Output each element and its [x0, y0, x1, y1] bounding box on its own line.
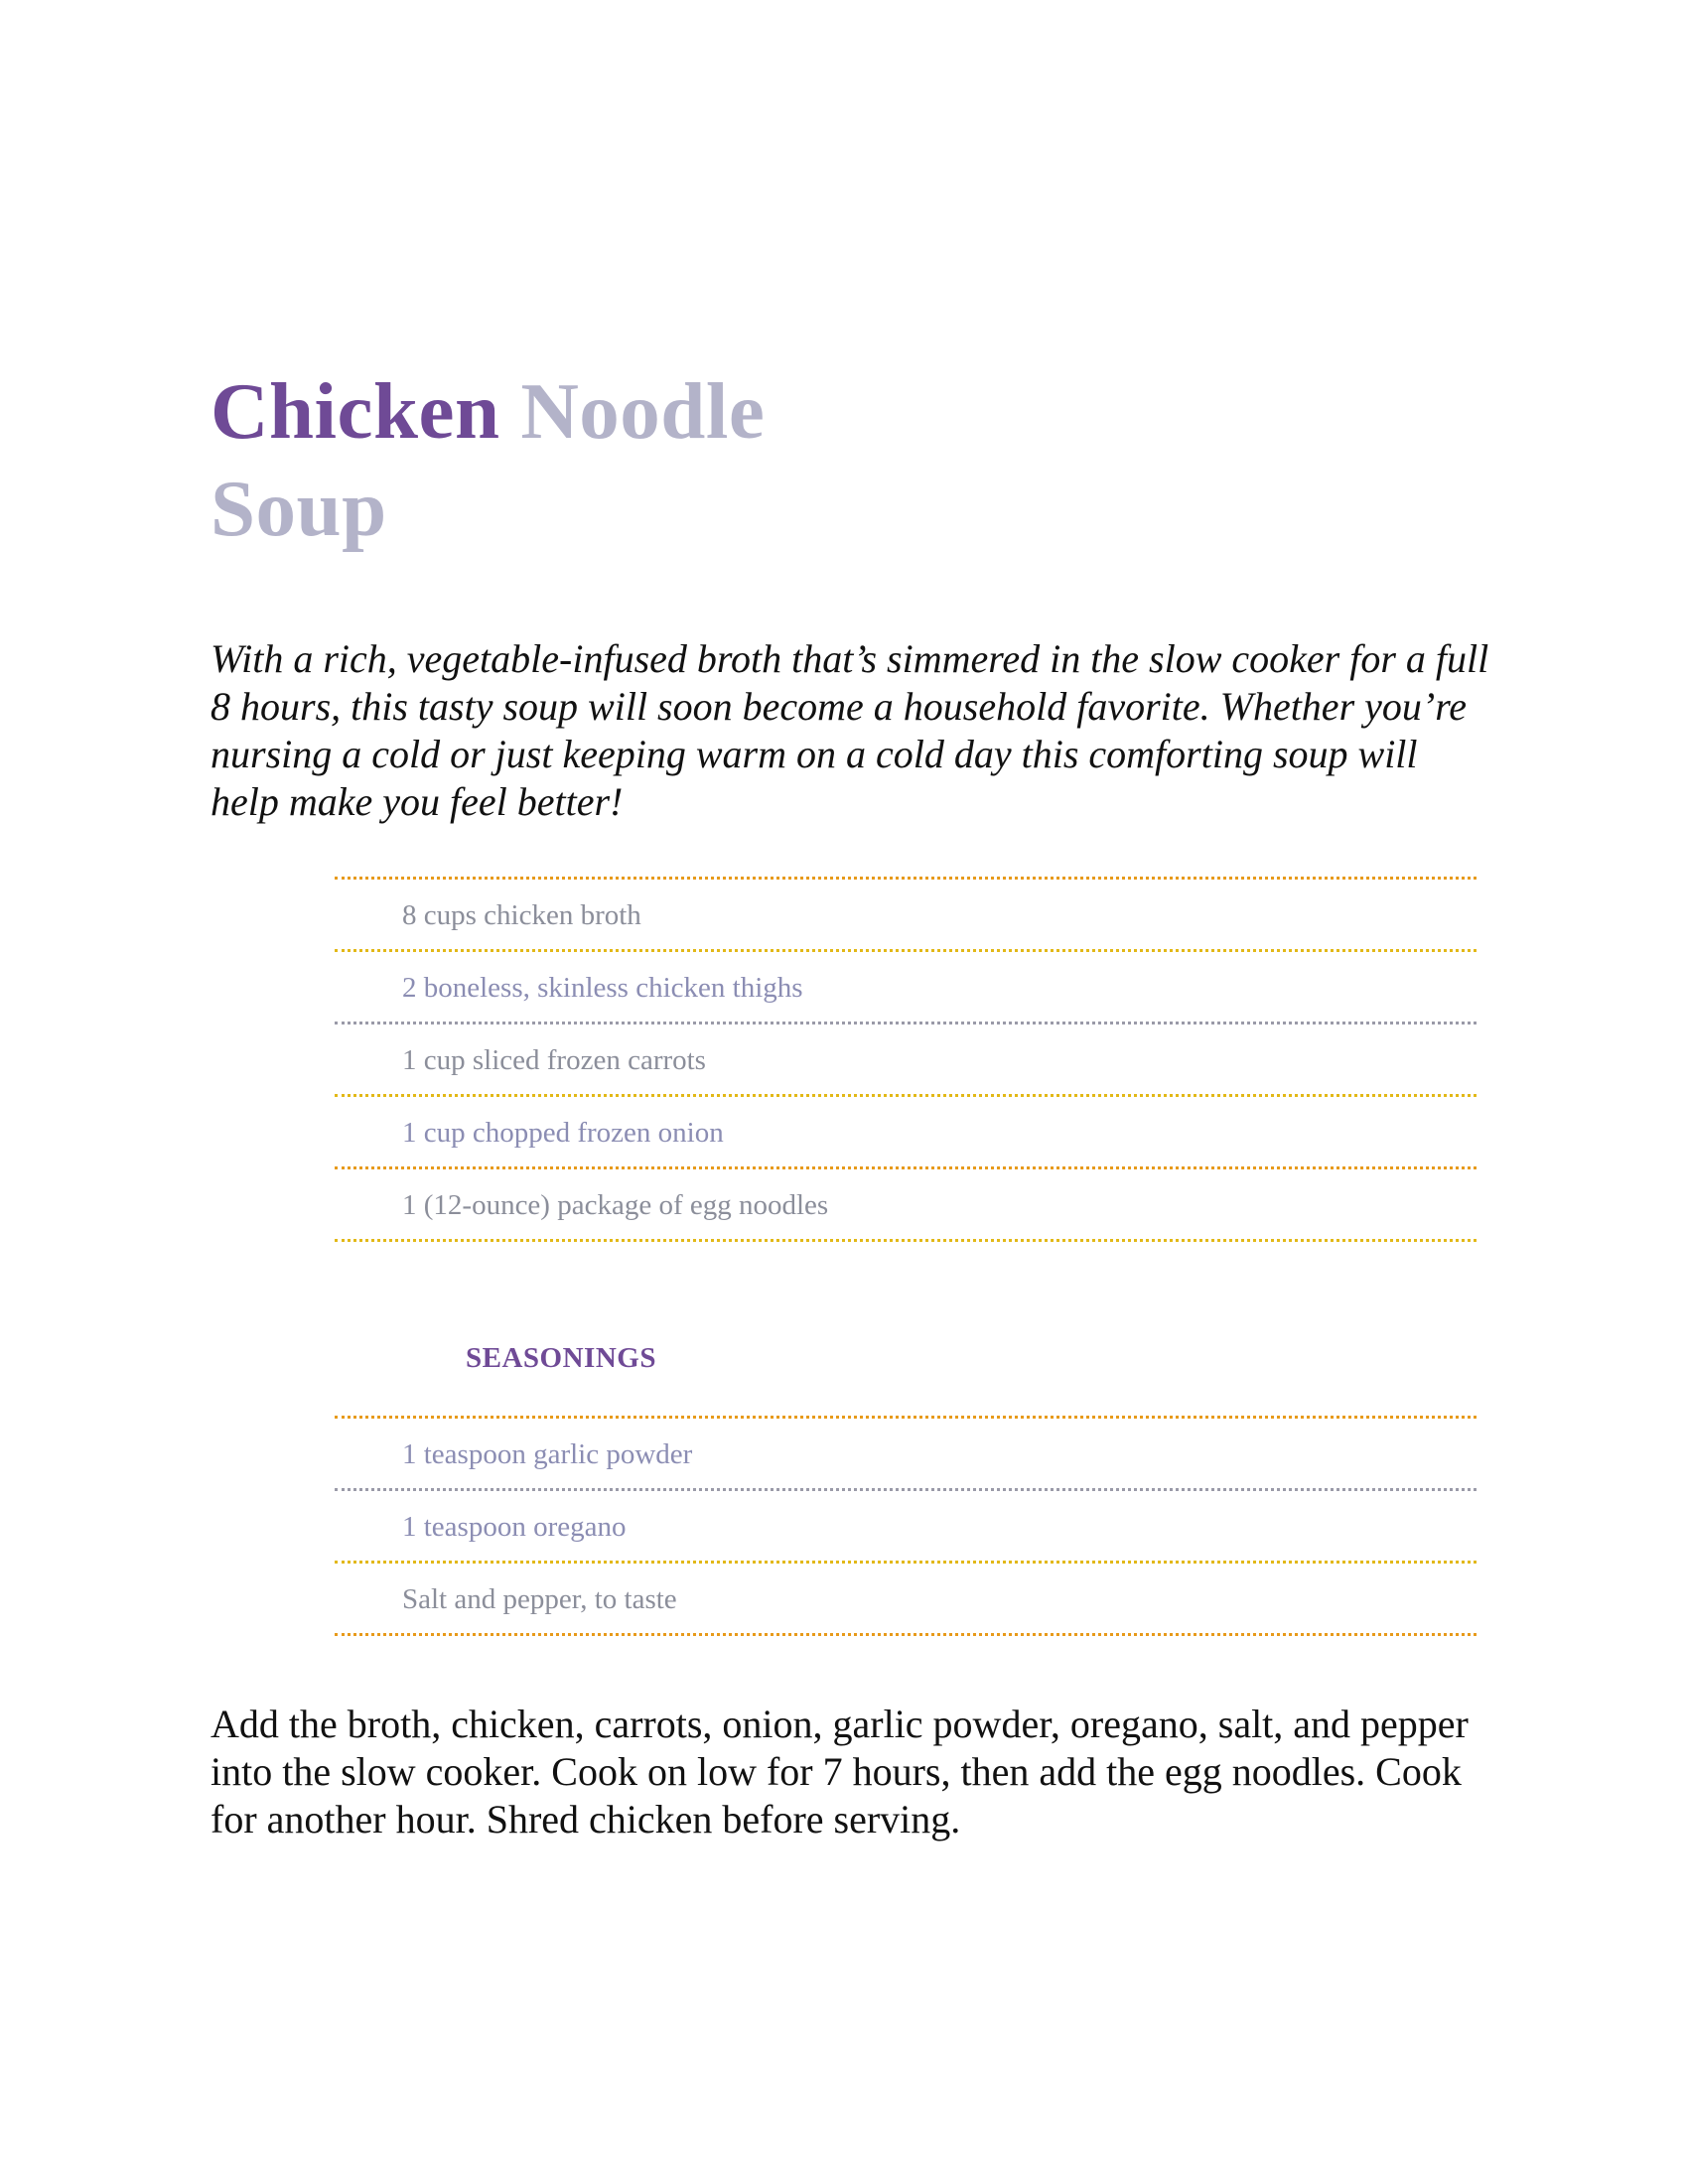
seasoning-text: 1 teaspoon garlic powder [402, 1437, 693, 1470]
ingredient-text: 1 (12-ounce) package of egg noodles [402, 1188, 829, 1221]
ingredient-item [335, 1024, 1477, 1097]
seasoning-text: Salt and pepper, to taste [402, 1582, 677, 1615]
title-word-soup: Soup [211, 464, 387, 553]
seasonings-heading: SEASONINGS [466, 1342, 656, 1374]
seasoning-item [335, 1491, 1477, 1564]
seasoning-text: 1 teaspoon oregano [402, 1510, 627, 1543]
ingredient-text: 8 cups chicken broth [402, 898, 641, 931]
title-word-noodle: Noodle [520, 366, 766, 456]
ingredients-list [335, 877, 1477, 1242]
ingredient-item [335, 880, 1477, 952]
seasonings-list [335, 1416, 1477, 1636]
recipe-directions: Add the broth, chicken, carrots, onion, garlic powder, oregano, salt, and pepper into the slow cooker. Cook on low for 7 hours, then add the egg noodles. Cook for another hour. Shred chicken before serving. [211, 1702, 1469, 1842]
ingredient-item [335, 952, 1477, 1024]
ingredient-text: 2 boneless, skinless chicken thighs [402, 971, 803, 1004]
title-word-chicken: Chicken [211, 366, 500, 456]
ingredient-text: 1 cup sliced frozen carrots [402, 1043, 706, 1076]
ingredient-text: 1 cup chopped frozen onion [402, 1116, 724, 1149]
ingredient-item [335, 1097, 1477, 1169]
recipe-title [211, 362, 765, 557]
recipe-intro: With a rich, vegetable-infused broth that’s simmered in the slow cooker for a full 8 hours, this tasty soup will soon become a household favorite. Whether you’re nursing a cold or just keeping warm on a cold day this comforting soup will help make you feel better! [211, 636, 1489, 824]
seasoning-item [335, 1564, 1477, 1636]
ingredient-item [335, 1169, 1477, 1242]
seasoning-item [335, 1419, 1477, 1491]
